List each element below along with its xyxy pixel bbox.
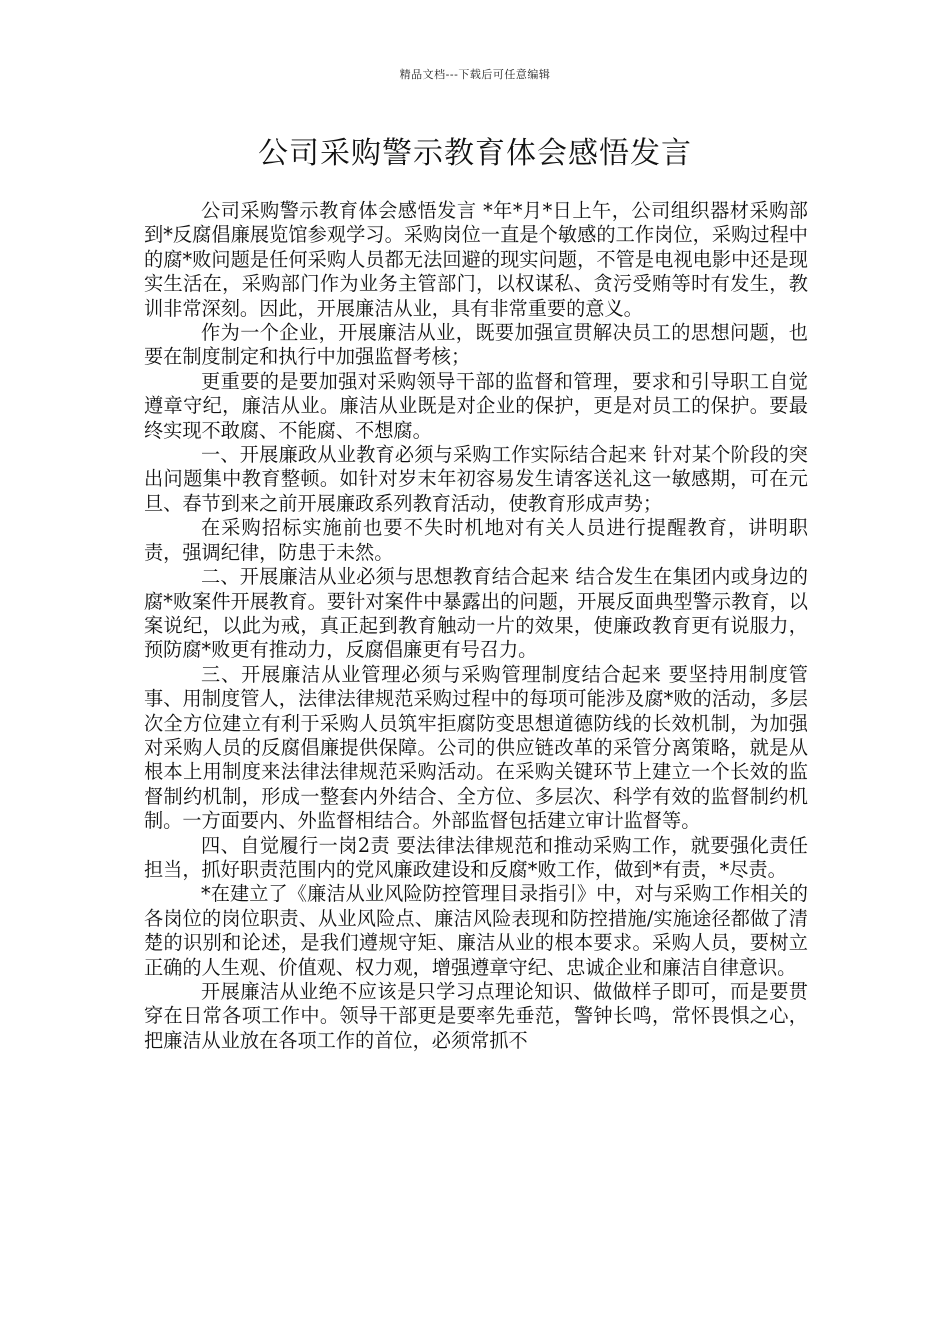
paragraph: 更重要的是要加强对采购领导干部的监督和管理，要求和引导职工自觉遵章守纪，廉洁从业。廉洁从业既是对企业的保护，更是对员工的保护。要最终实现不敢腐、不能腐、不想腐。 xyxy=(144,369,808,442)
document-body xyxy=(144,199,808,1053)
paragraph: 在采购招标实施前也要不失时机地对有关人员进行提醒教育，讲明职责，强调纪律，防患于未然。 xyxy=(144,516,808,564)
paragraph: 公司采购警示教育体会感悟发言 *年*月*日上午，公司组织器材采购部到*反腐倡廉展览馆参观学习。采购岗位一直是个敏感的工作岗位，采购过程中的腐*败问题是任何采购人员都无法回避的现实问题，不管是电视电影中还是现实生活在，采购部门作为业务主管部门，以权谋私、贪污受贿等时有发生，教训非常深刻。因此，开展廉洁从业，具有非常重要的意义。 xyxy=(144,199,808,320)
document-title: 公司采购警示教育体会感悟发言 xyxy=(258,136,692,171)
paragraph: 一、开展廉政从业教育必须与采购工作实际结合起来 针对某个阶段的突出问题集中教育整顿。如针对岁末年初容易发生请客送礼这一敏感期，可在元旦、春节到来之前开展廉政系列教育活动，使教育形成声势； xyxy=(144,443,808,515)
paragraph: 四、自觉履行一岗2责 要法律法律规范和推动采购工作，就要强化责任担当，抓好职责范围内的党风廉政建设和反腐*败工作，做到*有责，*尽责。 xyxy=(144,833,808,881)
paragraph: 三、开展廉洁从业管理必须与采购管理制度结合起来 要坚持用制度管事、用制度管人，法律法律规范采购过程中的每项可能涉及腐*败的活动，多层次全方位建立有利于采购人员筑牢拒腐防变思想道德防线的长效机制，为加强对采购人员的反腐倡廉提供保障。公司的供应链改革的采管分离策略，就是从根本上用制度来法律法律规范采购活动。在采购关键环节上建立一个长效的监督制约机制，形成一整套内外结合、全方位、多层次、科学有效的监督制约机制。一方面要内、外监督相结合。外部监督包括建立审计监督等。 xyxy=(144,662,808,833)
paragraph: 开展廉洁从业绝不应该是只学习点理论知识、做做样子即可，而是要贯穿在日常各项工作中。领导干部更是要率先垂范，警钟长鸣，常怀畏惧之心，把廉洁从业放在各项工作的首位，必须常抓不 xyxy=(144,980,808,1052)
paragraph: 二、开展廉洁从业必须与思想教育结合起来 结合发生在集团内或身边的腐*败案件开展教育。要针对案件中暴露出的问题，开展反面典型警示教育，以案说纪，以此为戒，真正起到教育触动一片的效果，使廉政教育更有说服力，预防腐*败更有推动力，反腐倡廉更有号召力。 xyxy=(144,565,808,662)
paragraph: *在建立了《廉洁从业风险防控管理目录指引》中，对与采购工作相关的各岗位的岗位职责、从业风险点、廉洁风险表现和防控措施/实施途径都做了清楚的识别和论述，是我们遵规守矩、廉洁从业的根本要求。采购人员，要树立正确的人生观、价值观、权力观，增强遵章守纪、忠诚企业和廉洁自律意识。 xyxy=(144,882,808,979)
header-note: 精品文档---下载后可任意编辑 xyxy=(399,68,551,81)
paragraph: 作为一个企业，开展廉洁从业，既要加强宣贯解决员工的思想问题，也要在制度制定和执行中加强监督考核； xyxy=(144,321,808,369)
